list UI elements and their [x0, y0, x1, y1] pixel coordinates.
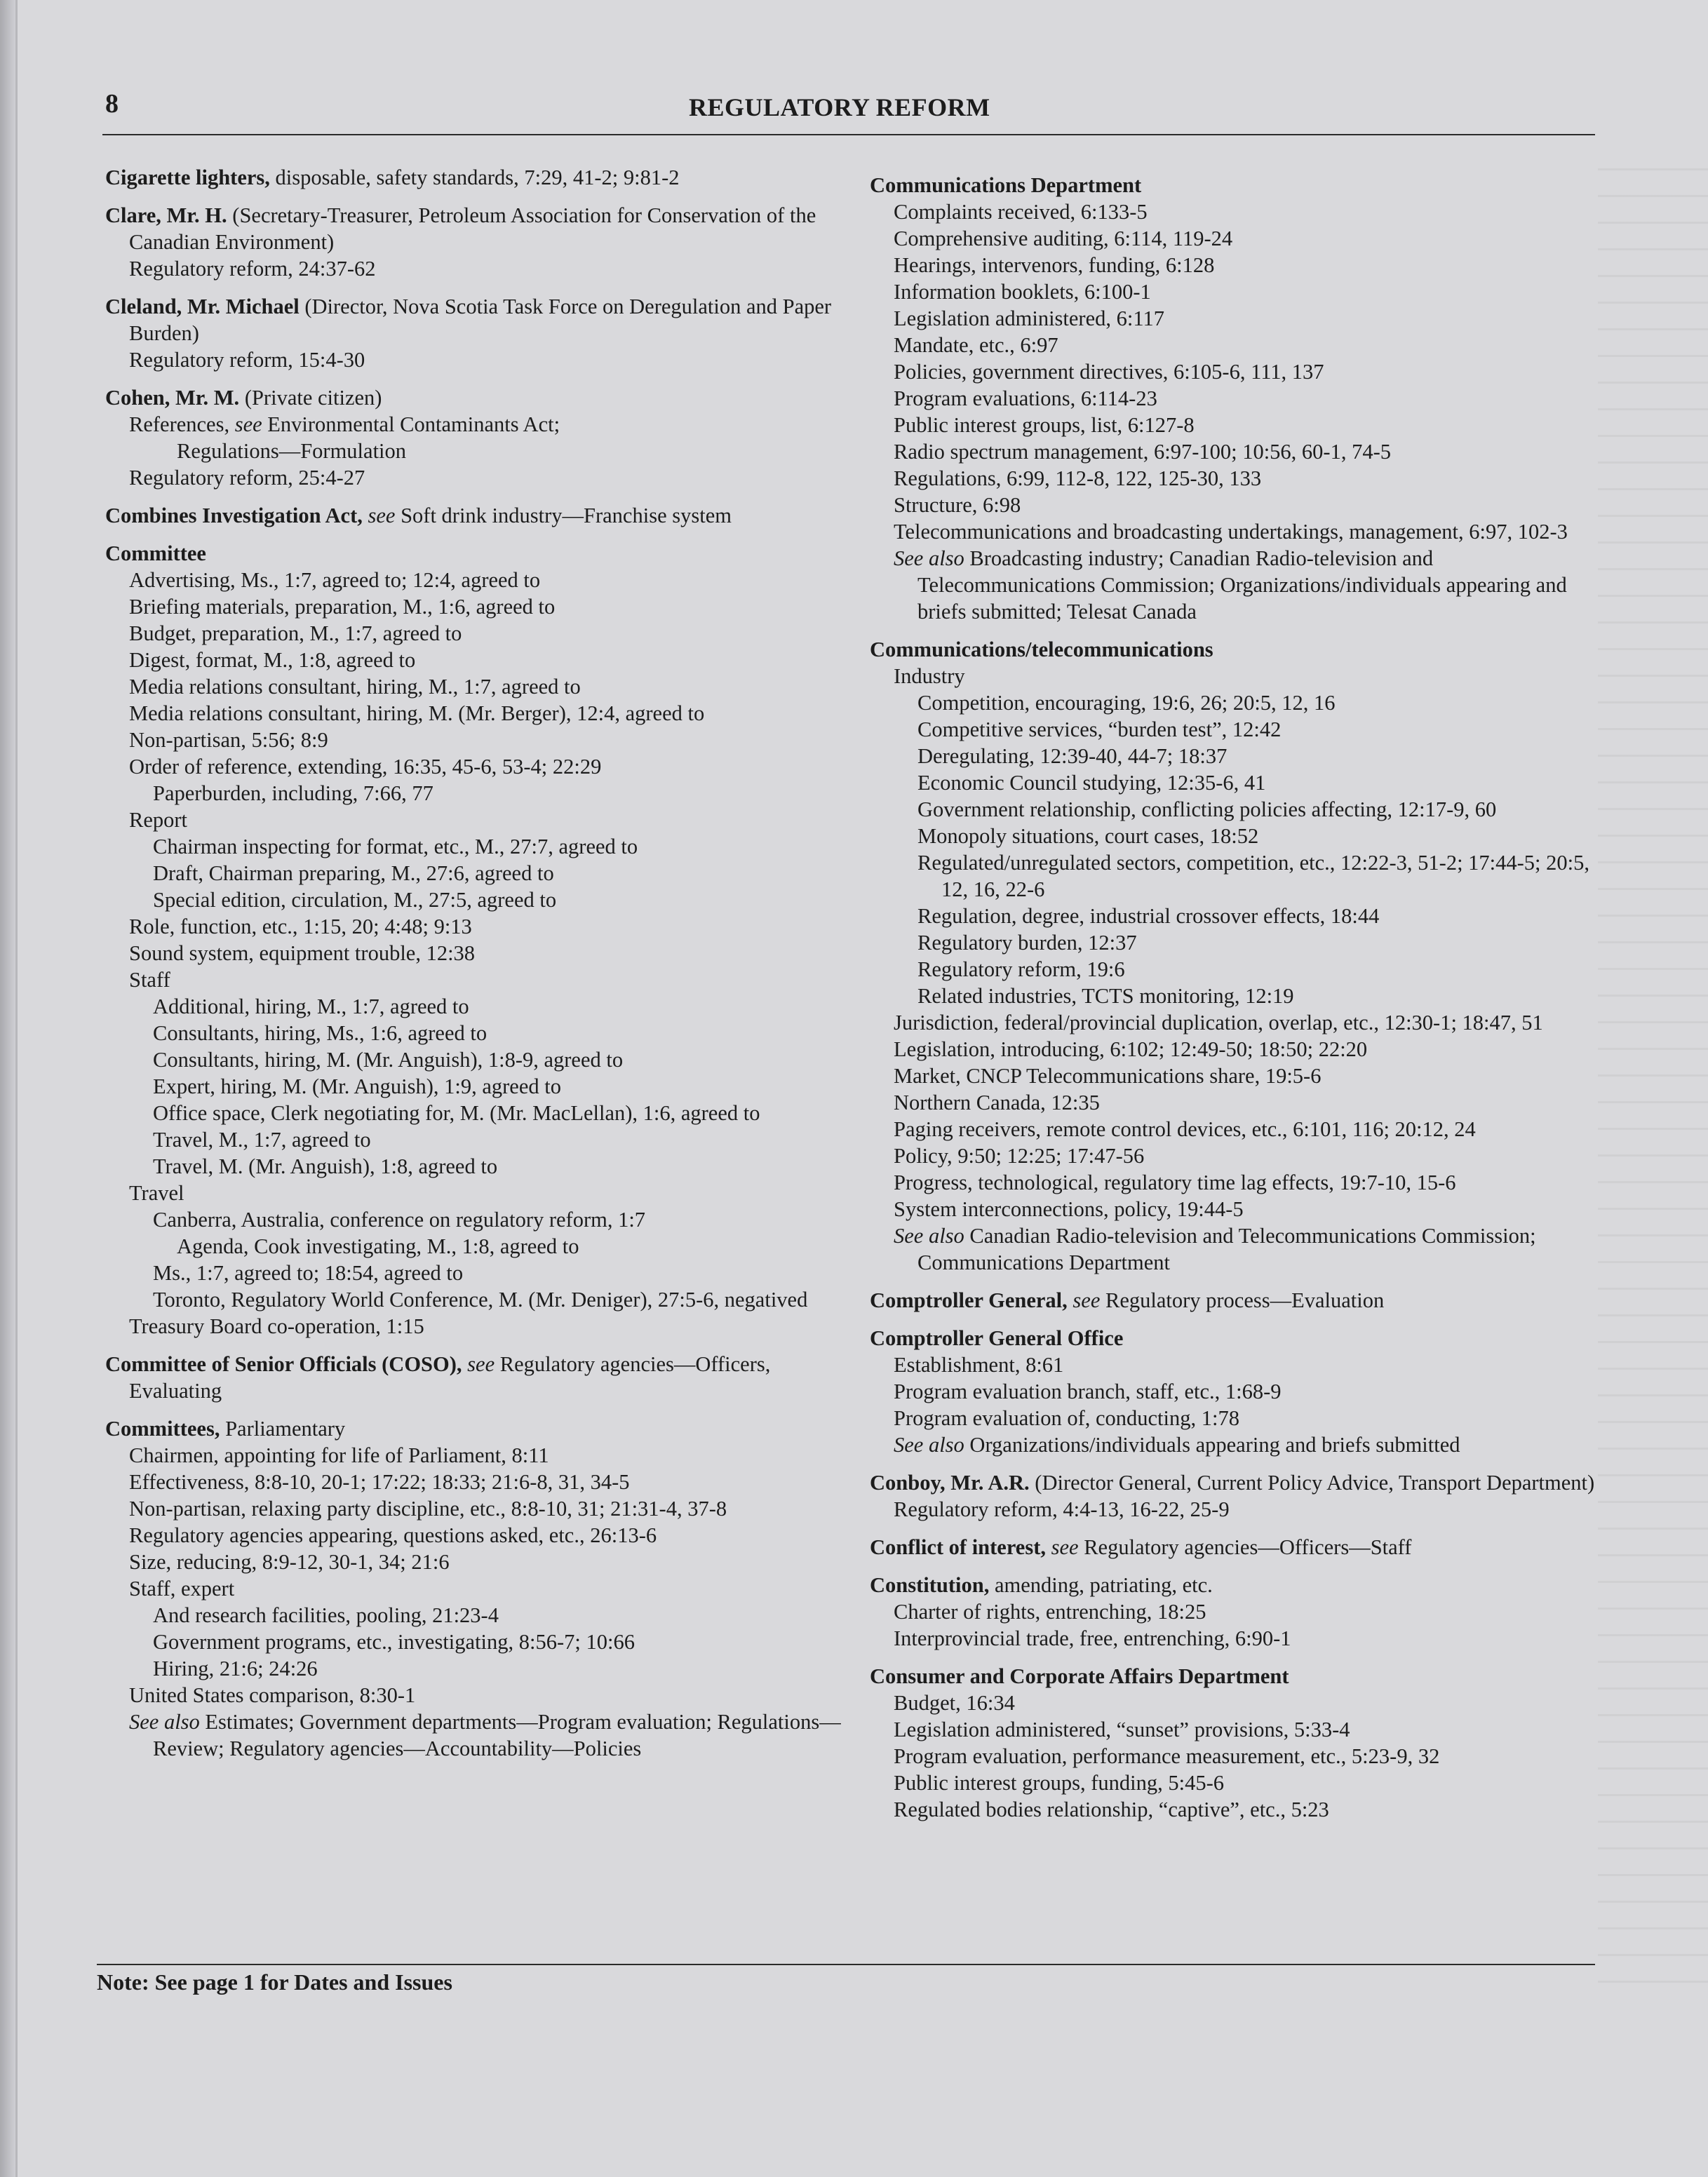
cross-reference-marker: see	[467, 1352, 495, 1376]
index-subentry: Toronto, Regulatory World Conference, M. (Mr. Deniger), 27:5-6, negatived	[153, 1288, 808, 1312]
index-entry	[870, 1572, 1599, 1652]
index-subentry: Order of reference, extending, 16:35, 45-6, 53-4; 22:29	[129, 755, 602, 779]
index-subentry: Office space, Clerk negotiating for, M. (Mr. MacLellan), 1:6, agreed to	[153, 1101, 760, 1125]
index-subentry: Regulatory reform, 24:37-62	[129, 257, 376, 281]
index-subentry: Monopoly situations, court cases, 18:52	[917, 824, 1259, 848]
index-heading	[105, 540, 842, 567]
index-heading-term: Committee	[105, 541, 206, 565]
index-subentry: Special edition, circulation, M., 27:5, agreed to	[153, 888, 557, 912]
book-gutter-shadow	[0, 0, 15, 2177]
index-subentry: Budget, preparation, M., 1:7, agreed to	[129, 621, 462, 645]
index-heading-term: Comptroller General Office	[870, 1326, 1124, 1350]
index-subentry: Paging receivers, remote control devices, etc., 6:101, 116; 20:12, 24	[894, 1117, 1476, 1141]
index-subentry: Draft, Chairman preparing, M., 27:6, agreed to	[153, 861, 554, 885]
index-subentry: Radio spectrum management, 6:97-100; 10:56, 60-1, 74-5	[894, 440, 1391, 464]
index-subentry: Deregulating, 12:39-40, 44-7; 18:37	[917, 744, 1228, 768]
footer-rule	[97, 1964, 1595, 1965]
index-subentry: Related industries, TCTS monitoring, 12:19	[917, 984, 1294, 1008]
cross-reference-marker: See also	[894, 1224, 964, 1248]
index-heading-term: Conboy, Mr. A.R.	[870, 1471, 1030, 1495]
index-subentry: Competitive services, “burden test”, 12:42	[917, 717, 1282, 741]
index-subentry: Industry	[894, 664, 965, 688]
index-heading-term: Conflict of interest,	[870, 1535, 1046, 1559]
index-subentry: Briefing materials, preparation, M., 1:6, agreed to	[129, 595, 556, 619]
index-subentry: Chairmen, appointing for life of Parliament, 8:11	[129, 1443, 549, 1467]
index-subentry: Regulation, degree, industrial crossover effects, 18:44	[917, 904, 1380, 928]
index-entry	[870, 1325, 1599, 1458]
index-entry	[105, 1415, 842, 1762]
index-subentry: Policies, government directives, 6:105-6, 111, 137	[894, 360, 1324, 384]
index-subentry: Government programs, etc., investigating, 8:56-7; 10:66	[153, 1630, 635, 1654]
index-subentry: Digest, format, M., 1:8, agreed to	[129, 648, 416, 672]
index-subentry: Information booklets, 6:100-1	[894, 280, 1151, 304]
index-subentry: United States comparison, 8:30-1	[129, 1683, 416, 1707]
index-heading-term: Comptroller General,	[870, 1288, 1068, 1312]
index-heading	[870, 172, 1599, 198]
index-subentry: Competition, encouraging, 19:6, 26; 20:5, 12, 16	[917, 691, 1336, 715]
index-subentry: Public interest groups, list, 6:127-8	[894, 413, 1195, 437]
index-heading: Cleland, Mr. Michael (Director, Nova Scotia Task Force on Deregulation and Paper Burden)	[105, 295, 832, 345]
index-subentry: Structure, 6:98	[894, 493, 1021, 517]
index-heading: Cigarette lighters, disposable, safety standards, 7:29, 41-2; 9:81-2	[105, 166, 680, 189]
index-subentry: Program evaluation, performance measurement, etc., 5:23-9, 32	[894, 1744, 1440, 1768]
index-subentry: Market, CNCP Telecommunications share, 19:5-6	[894, 1064, 1322, 1088]
index-entry	[870, 1469, 1599, 1523]
index-subentry: Government relationship, conflicting policies affecting, 12:17-9, 60	[917, 797, 1497, 821]
index-entry	[870, 636, 1599, 1276]
index-heading-term: Committees,	[105, 1417, 220, 1441]
index-column-right	[870, 172, 1599, 1834]
index-subentry: Regulated/unregulated sectors, competition, etc., 12:22-3, 51-2; 17:44-5; 20:5, 12, 16, 22-6	[917, 851, 1589, 901]
index-entry	[870, 1663, 1599, 1823]
index-heading: Conflict of interest, see Regulatory agencies—Officers—Staff	[870, 1535, 1412, 1559]
index-heading: Conboy, Mr. A.R. (Director General, Current Policy Advice, Transport Department)	[870, 1471, 1595, 1495]
index-subentry: Public interest groups, funding, 5:45-6	[894, 1771, 1225, 1795]
index-subentry: Effectiveness, 8:8-10, 20-1; 17:22; 18:33; 21:6-8, 31, 34-5	[129, 1470, 630, 1494]
index-heading: Cohen, Mr. M. (Private citizen)	[105, 386, 382, 410]
index-subentry: Expert, hiring, M. (Mr. Anguish), 1:9, agreed to	[153, 1074, 561, 1098]
index-subentry: Chairman inspecting for format, etc., M., 27:7, agreed to	[153, 835, 638, 858]
index-subentry: Program evaluation branch, staff, etc., 1:68-9	[894, 1380, 1282, 1403]
index-subentry: See also Organizations/individuals appearing and briefs submitted	[894, 1433, 1460, 1457]
index-heading	[870, 1325, 1599, 1352]
index-subentry: Travel, M., 1:7, agreed to	[153, 1128, 371, 1152]
index-heading-term: Cohen, Mr. M.	[105, 386, 240, 410]
index-subentry: Regulatory reform, 15:4-30	[129, 348, 365, 372]
index-heading: Committee of Senior Officials (COSO), see Regulatory agencies—Officers, Evaluating	[105, 1352, 771, 1403]
index-subentry: Legislation administered, “sunset” provisions, 5:33-4	[894, 1718, 1350, 1741]
index-subentry: See also Estimates; Government departments—Program evaluation; Regulations—Review; Regulatory agencies—Accountability—Policies	[129, 1710, 841, 1760]
index-subentry: See also Canadian Radio-television and Telecommunications Commission; Communications Department	[894, 1224, 1536, 1274]
index-subentry: References, see Environmental Contaminants Act;	[129, 412, 560, 436]
index-heading	[870, 636, 1599, 663]
page-number: 8	[105, 89, 119, 119]
index-heading: Committees, Parliamentary	[105, 1417, 346, 1441]
index-subentry: Sound system, equipment trouble, 12:38	[129, 941, 476, 965]
index-heading-term: Combines Investigation Act,	[105, 504, 363, 527]
index-subentry: Regulatory agencies appearing, questions asked, etc., 26:13-6	[129, 1523, 657, 1547]
index-subentry: Regulatory reform, 19:6	[917, 957, 1125, 981]
index-subentry: Interprovincial trade, free, entrenching, 6:90-1	[894, 1626, 1291, 1650]
index-subentry: Canberra, Australia, conference on regulatory reform, 1:7	[153, 1208, 646, 1232]
index-entry	[870, 172, 1599, 625]
index-subentry: Policy, 9:50; 12:25; 17:47-56	[894, 1144, 1145, 1168]
index-subentry: Jurisdiction, federal/provincial duplication, overlap, etc., 12:30-1; 18:47, 51	[894, 1011, 1543, 1034]
index-subentry: Treasury Board co-operation, 1:15	[129, 1314, 424, 1338]
index-heading	[870, 1663, 1599, 1690]
index-subentry: And research facilities, pooling, 21:23-4	[153, 1603, 499, 1627]
index-subentry: Report	[129, 808, 188, 832]
index-subentry: Program evaluation of, conducting, 1:78	[894, 1406, 1239, 1430]
index-subentry: Regulatory reform, 25:4-27	[129, 466, 365, 490]
index-entry	[870, 1287, 1599, 1314]
index-subentry: Consultants, hiring, Ms., 1:6, agreed to	[153, 1021, 487, 1045]
index-subentry: Travel	[129, 1181, 184, 1205]
cross-reference-marker: see	[368, 504, 396, 527]
index-entry	[870, 1534, 1599, 1561]
index-subentry: Media relations consultant, hiring, M., 1:7, agreed to	[129, 675, 581, 699]
index-subentry: Charter of rights, entrenching, 18:25	[894, 1600, 1206, 1624]
cross-reference-marker: See also	[129, 1710, 200, 1734]
index-subentry: Consultants, hiring, M. (Mr. Anguish), 1:8-9, agreed to	[153, 1048, 624, 1072]
index-subentry: Regulations, 6:99, 112-8, 122, 125-30, 133	[894, 466, 1262, 490]
index-subentry: Mandate, etc., 6:97	[894, 333, 1058, 357]
index-heading: Constitution, amending, patriating, etc.	[870, 1573, 1213, 1597]
index-heading-term: Communications Department	[870, 173, 1142, 197]
cross-reference-marker: See also	[894, 1433, 964, 1457]
index-subentry: Progress, technological, regulatory time lag effects, 19:7-10, 15-6	[894, 1171, 1456, 1194]
index-heading: Comptroller General, see Regulatory process—Evaluation	[870, 1288, 1385, 1312]
index-subentry: Comprehensive auditing, 6:114, 119-24	[894, 227, 1233, 250]
index-heading: Clare, Mr. H. (Secretary-Treasurer, Petroleum Association for Conservation of the Canadian Environment)	[105, 203, 816, 254]
index-subentry: Ms., 1:7, agreed to; 18:54, agreed to	[153, 1261, 464, 1285]
index-subentry: Economic Council studying, 12:35-6, 41	[917, 771, 1266, 795]
index-subentry: See also Broadcasting industry; Canadian Radio-television and Telecommunications Commission; Organizations/individuals appearing and briefs submitted; Telesat Canada	[894, 546, 1567, 624]
index-subentry: Travel, M. (Mr. Anguish), 1:8, agreed to	[153, 1154, 498, 1178]
index-heading-term: Communications/telecommunications	[870, 638, 1213, 661]
footer-note: Note: See page 1 for Dates and Issues	[97, 1969, 452, 1995]
index-entry	[105, 384, 842, 491]
index-subentry: Role, function, etc., 1:15, 20; 4:48; 9:13	[129, 915, 472, 938]
index-subentry: Regulations—Formulation	[177, 439, 407, 463]
index-entry	[105, 540, 842, 1340]
index-subentry: Size, reducing, 8:9-12, 30-1, 34; 21:6	[129, 1550, 450, 1574]
index-subentry: Establishment, 8:61	[894, 1353, 1064, 1377]
index-heading: Combines Investigation Act, see Soft drink industry—Franchise system	[105, 504, 732, 527]
index-subentry: Agenda, Cook investigating, M., 1:8, agreed to	[177, 1234, 579, 1258]
index-heading-term: Clare, Mr. H.	[105, 203, 227, 227]
index-entry	[105, 1351, 842, 1404]
cross-reference-marker: see	[1051, 1535, 1079, 1559]
index-subentry: Staff, expert	[129, 1577, 235, 1600]
index-heading-term: Constitution,	[870, 1573, 990, 1597]
index-entry	[105, 293, 842, 373]
index-subentry: Media relations consultant, hiring, M. (Mr. Berger), 12:4, agreed to	[129, 701, 705, 725]
index-subentry: Complaints received, 6:133-5	[894, 200, 1148, 224]
index-subentry: Paperburden, including, 7:66, 77	[153, 781, 433, 805]
index-heading-term: Committee of Senior Officials (COSO),	[105, 1352, 462, 1376]
cross-reference-marker: see	[234, 412, 262, 436]
index-subentry: System interconnections, policy, 19:44-5	[894, 1197, 1244, 1221]
index-subentry: Regulatory reform, 4:4-13, 16-22, 25-9	[894, 1497, 1230, 1521]
index-subentry: Budget, 16:34	[894, 1691, 1015, 1715]
index-subentry: Non-partisan, relaxing party discipline, etc., 8:8-10, 31; 21:31-4, 37-8	[129, 1497, 727, 1521]
index-subentry: Northern Canada, 12:35	[894, 1091, 1100, 1114]
show-through-text	[1598, 168, 1708, 1992]
index-subentry: Hiring, 21:6; 24:26	[153, 1657, 318, 1680]
index-column-left	[105, 164, 842, 1773]
index-subentry: Regulated bodies relationship, “captive”, etc., 5:23	[894, 1798, 1329, 1821]
cross-reference-marker: See also	[894, 546, 964, 570]
index-entry	[105, 164, 842, 191]
index-heading-term: Consumer and Corporate Affairs Department	[870, 1664, 1289, 1688]
running-header-title: REGULATORY REFORM	[689, 93, 990, 121]
index-subentry: Non-partisan, 5:56; 8:9	[129, 728, 328, 752]
index-heading-term: Cleland, Mr. Michael	[105, 295, 300, 318]
index-subentry: Legislation administered, 6:117	[894, 306, 1164, 330]
index-subentry: Staff	[129, 968, 170, 992]
index-subentry: Program evaluations, 6:114-23	[894, 386, 1157, 410]
index-entry	[105, 202, 842, 282]
index-subentry: Advertising, Ms., 1:7, agreed to; 12:4, agreed to	[129, 568, 541, 592]
index-subentry: Regulatory burden, 12:37	[917, 931, 1137, 955]
index-entry	[105, 502, 842, 529]
index-subentry: Additional, hiring, M., 1:7, agreed to	[153, 995, 469, 1018]
cross-reference-marker: see	[1072, 1288, 1101, 1312]
header-rule	[102, 134, 1595, 135]
index-subentry: Hearings, intervenors, funding, 6:128	[894, 253, 1215, 277]
index-subentry: Legislation, introducing, 6:102; 12:49-50; 18:50; 22:20	[894, 1037, 1368, 1061]
index-heading-term: Cigarette lighters,	[105, 166, 270, 189]
index-subentry: Telecommunications and broadcasting undertakings, management, 6:97, 102-3	[894, 520, 1568, 544]
